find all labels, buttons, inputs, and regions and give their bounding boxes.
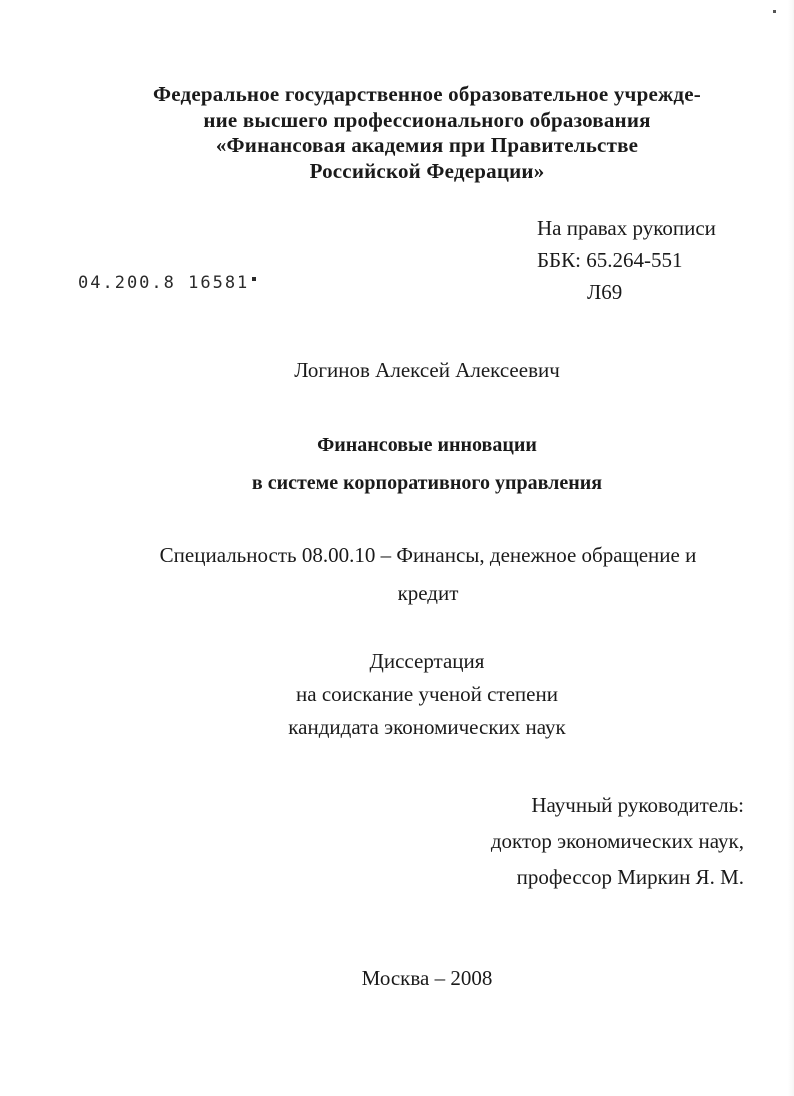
specialty-line: кредит <box>397 581 459 605</box>
manuscript-rights-label: На правах рукописи <box>537 216 716 240</box>
scan-edge-shadow <box>788 0 794 1096</box>
supervisor-line: Научный руководитель: <box>531 793 744 817</box>
bbk-code: ББК: 65.264-551 <box>537 248 683 272</box>
supervisor-block <box>491 787 744 895</box>
author-name: Логинов Алексей Алексеевич <box>294 358 560 382</box>
specialty-line: Специальность 08.00.10 – Финансы, денежное обращение и <box>159 543 697 567</box>
institution-header-line: ние высшего профессионального образования <box>203 107 651 132</box>
stamp-dot-icon <box>252 277 256 281</box>
dissertation-title <box>60 426 794 502</box>
institution-header-line: «Финансовая академия при Правительстве <box>215 133 639 157</box>
specialty-block <box>118 536 738 612</box>
city-year: Москва – 2008 <box>361 966 493 990</box>
degree-line: на соискание ученой степени <box>296 682 558 706</box>
dissertation-title-line: Финансовые инновации <box>317 434 537 456</box>
supervisor-line: профессор Миркин Я. М. <box>516 865 744 889</box>
degree-block <box>60 645 794 744</box>
institution-header-line: Российской Федерации» <box>309 158 545 183</box>
institution-header <box>90 82 764 184</box>
author-sign-code: Л69 <box>587 280 623 304</box>
dissertation-title-line: в системе корпоративного управления <box>251 472 603 494</box>
supervisor-line: доктор экономических наук, <box>490 829 744 853</box>
manuscript-rights-block <box>537 212 767 308</box>
degree-line: кандидата экономических наук <box>288 715 566 739</box>
scan-corner-mark <box>773 10 776 13</box>
archive-stamp <box>78 273 256 293</box>
degree-line: Диссертация <box>369 649 485 673</box>
archive-stamp-number: 04.200.8 16581 <box>78 273 250 293</box>
institution-header-line: Федеральное государственное образовательное учрежде- <box>153 82 701 106</box>
